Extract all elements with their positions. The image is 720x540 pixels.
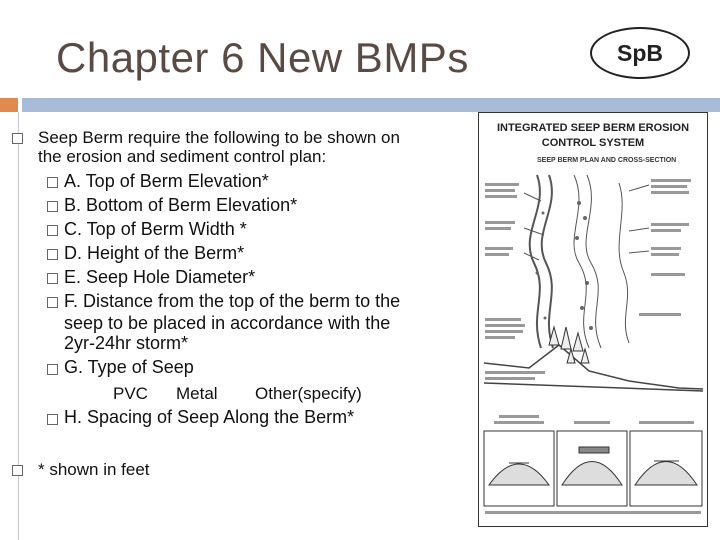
bullet-square-icon [47, 177, 58, 188]
bullet-square-icon [47, 201, 58, 212]
bullet-square-icon [47, 225, 58, 236]
seep-berm-drawing [479, 113, 707, 526]
item-a: A. Top of Berm Elevation* [64, 171, 269, 191]
bullet-square-icon [47, 297, 58, 308]
bullet-square-icon [47, 249, 58, 260]
item-e: E. Seep Hole Diameter* [64, 267, 256, 287]
seep-berm-figure [478, 112, 708, 527]
intro-line-2: the erosion and sediment control plan: [38, 147, 327, 166]
footnote: * shown in feet [38, 460, 150, 479]
item-f-line-3: 2yr-24hr storm* [64, 333, 189, 353]
item-c: C. Top of Berm Width * [64, 219, 247, 239]
item-h: H. Spacing of Seep Along the Berm* [64, 407, 355, 427]
bullet-square-icon [12, 465, 23, 476]
bullet-square-icon [12, 133, 23, 144]
intro-line-1: Seep Berm require the following to be shown on [38, 128, 400, 147]
page-title: Chapter 6 New BMPs [56, 34, 469, 81]
item-f-line-1: F. Distance from the top of the berm to the [64, 291, 401, 311]
figure-title-line-2: CONTROL SYSTEM [541, 137, 645, 149]
item-b: B. Bottom of Berm Elevation* [64, 195, 298, 215]
figure-subtitle: SEEP BERM PLAN AND CROSS-SECTION [537, 157, 677, 164]
seep-type-other: Other(specify) [255, 384, 362, 403]
figure-title-line-1: INTEGRATED SEEP BERM EROSION [496, 122, 690, 134]
bullet-square-icon [47, 364, 58, 375]
seep-type-pvc: PVC [113, 384, 148, 403]
seep-type-metal: Metal [176, 384, 218, 403]
spb-logo: SpB [590, 27, 690, 79]
bullet-square-icon [47, 273, 58, 284]
item-g: G. Type of Seep [64, 357, 194, 377]
item-f-line-2: seep to be placed in accordance with the [64, 313, 391, 333]
bullet-square-icon [47, 414, 58, 425]
item-d: D. Height of the Berm* [64, 243, 245, 263]
